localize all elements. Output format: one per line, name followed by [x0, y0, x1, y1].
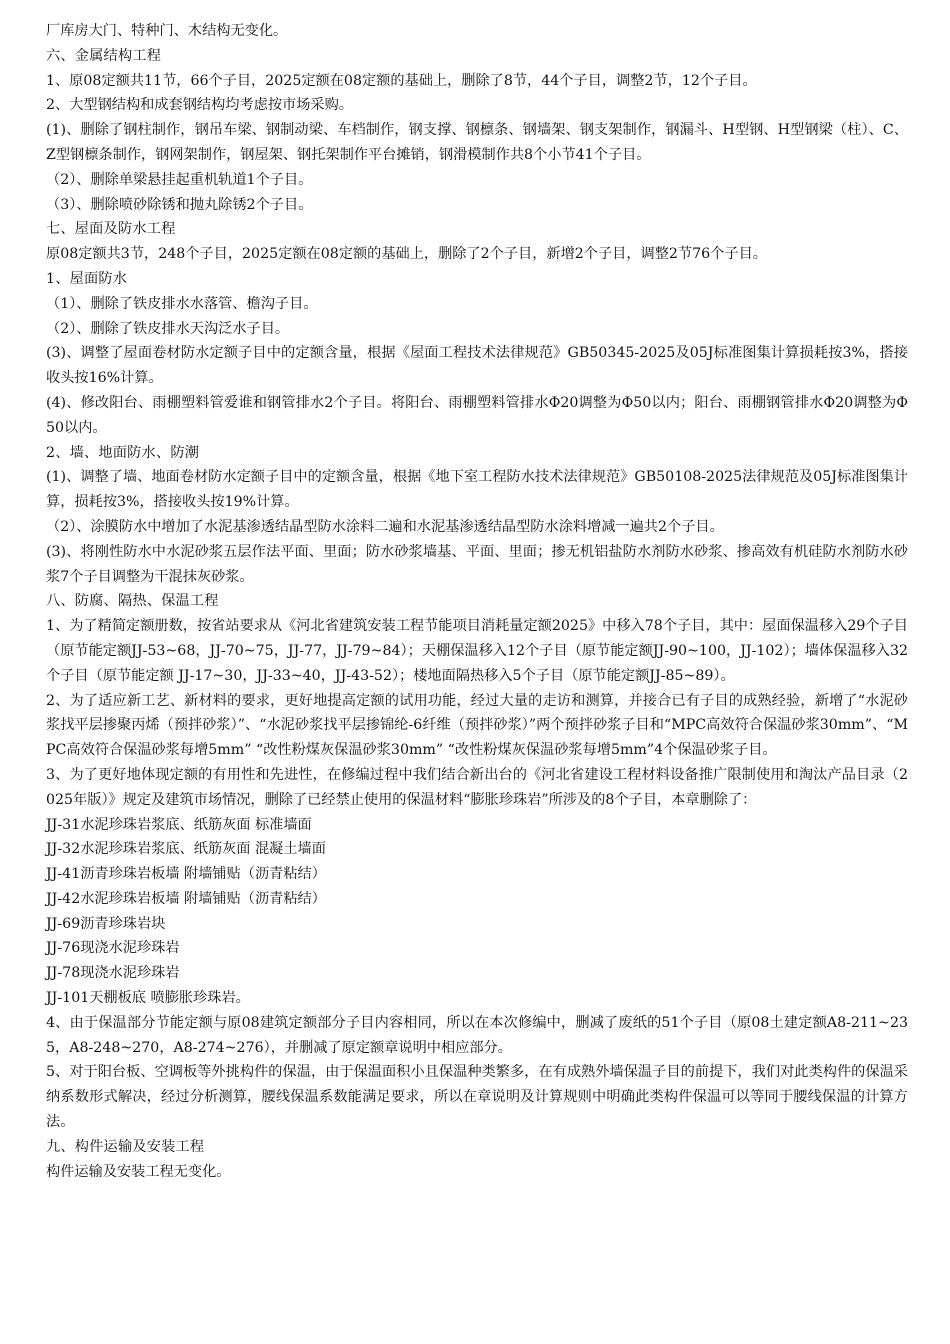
paragraph: （2）、删除单梁悬挂起重机轨道1个子目。 [46, 171, 313, 188]
paragraph: （2）、删除了铁皮排水天沟泛水子目。 [46, 320, 290, 337]
paragraph: （1）、删除了铁皮排水水落管、檐沟子目。 [46, 295, 318, 312]
list-item: JJ-78现浇水泥珍珠岩 [46, 965, 180, 982]
paragraph: 原08定额共3节，248个子目，2025定额在08定额的基础上，删除了2个子目，新增2个子目，调整2节76个子目。 [46, 246, 767, 263]
paragraph: (1)、删除了钢柱制作，钢吊车梁、钢制动梁、车档制作，钢支撑、钢檩条、钢墙架、钢支架制作，钢漏斗、H型钢、H型钢梁（柱）、C、Z型钢檩条制作，钢网架制作，钢屋架、钢托架制作平台摊销，钢滑模制作共8个小节41个子目。 [46, 122, 908, 163]
section-heading: 六、金属结构工程 [46, 47, 162, 64]
section-heading: 八、防腐、隔热、保温工程 [46, 593, 219, 610]
list-item: JJ-32水泥珍珠岩浆底、纸筋灰面 混凝土墙面 [46, 841, 326, 858]
section-heading: 1、屋面防水 [46, 270, 128, 287]
paragraph: （3）、删除喷砂除锈和抛丸除锈2个子目。 [46, 196, 313, 213]
paragraph: 厂库房大门、特种门、木结构无变化。 [46, 23, 288, 39]
list-item: JJ-41沥青珍珠岩板墙 附墙铺贴（沥青粘结） [46, 866, 326, 883]
section-heading: 2、墙、地面防水、防潮 [46, 444, 200, 461]
list-item: JJ-69沥青珍珠岩块 [46, 915, 166, 932]
paragraph: (1)、调整了墙、地面卷材防水定额子目中的定额含量，根据《地下室工程防水技术法律规范》GB50108-2025法律规范及05J标准图集计算，损耗按3%，搭接收头按19%计算。 [46, 469, 908, 511]
paragraph: 1、原08定额共11节，66个子目，2025定额在08定额的基础上，删除了8节，44个子目，调整2节，12个子目。 [46, 72, 757, 89]
list-item: JJ-31水泥珍珠岩浆底、纸筋灰面 标准墙面 [46, 816, 312, 833]
paragraph: 1、为了精简定额册数，按省站要求从《河北省建筑安装工程节能项目消耗量定额2025》中移入78个子目，其中：屋面保温移入29个子目（原节能定额JJ-53~68，JJ-70~75，JJ-77，JJ-79~84）；天棚保温移入12个子目（原节能定额JJ-90~100，JJ-102）；墙体保温移入32个子目（原节能定额 JJ-17~30，JJ-33~40，JJ-43-52）；楼地面隔热移入5个子目（原节能定额JJ-85~89）。 [46, 618, 908, 684]
paragraph: 构件运输及安装工程无变化。 [46, 1163, 231, 1180]
section-heading: 七、屋面及防水工程 [46, 221, 176, 238]
paragraph: (3)、将刚性防水中水泥砂浆五层作法平面、里面；防水砂浆墙基、平面、里面；掺无机铝盐防水剂防水砂浆、掺高效有机硅防水剂防水砂浆7个子目调整为干混抹灰砂浆。 [46, 543, 908, 585]
paragraph: 4、由于保温部分节能定额与原08建筑定额部分子目内容相同，所以在本次修编中，删减了废纸的51个子目（原08土建定额A8-211~235，A8-248~270，A8-274~276），并删减了原定额章说明中相应部分。 [46, 1014, 908, 1056]
paragraph: (3)、调整了屋面卷材防水定额子目中的定额含量，根据《屋面工程技术法律规范》GB50345-2025及05J标准图集计算损耗按3%，搭接收头按16%计算。 [46, 345, 908, 387]
paragraph: 2、大型钢结构和成套钢结构均考虑按市场采购。 [46, 97, 353, 114]
paragraph: 3、为了更好地体现定额的有用性和先进性，在修编过程中我们结合新出台的《河北省建设工程材料设备推广限制使用和淘汰产品目录（2025年版）》规定及建筑市场情况，删除了已经禁止使用的保温材料“膨胀珍珠岩”所涉及的8个子目，本章删除了： [46, 766, 908, 808]
list-item: JJ-76现浇水泥珍珠岩 [46, 940, 180, 957]
paragraph: （2）、涂膜防水中增加了水泥基渗透结晶型防水涂料二遍和水泥基渗透结晶型防水涂料增减一遍共2个子目。 [46, 518, 724, 535]
list-item: JJ-42水泥珍珠岩板墙 附墙铺贴（沥青粘结） [46, 890, 326, 907]
list-item: JJ-101天棚板底 喷膨胀珍珠岩。 [46, 990, 250, 1007]
paragraph: 5、对于阳台板、空调板等外挑构件的保温，由于保温面积小且保温种类繁多，在有成熟外墙保温子目的前提下，我们对此类构件的保温采纳系数形式解决，经过分析测算，腰线保温系数能满足要求，所以在章说明及计算规则中明确此类构件保温可以等同于腰线保温的计算方法。 [46, 1064, 908, 1131]
paragraph: 2、为了适应新工艺、新材料的要求，更好地提高定额的试用功能，经过大量的走访和测算，并接合已有子目的成熟经验，新增了“水泥砂浆找平层掺聚丙烯（预拌砂浆）”、“水泥砂浆找平层掺锦纶-6纤维（预拌砂浆）”两个预拌砂浆子目和“MPC高效符合保温砂浆30mm”、“MPC高效符合保温砂浆每增5mm” “改性粉煤灰保温砂浆30mm” “改性粉煤灰保温砂浆每增5mm”4个保温砂浆子目。 [46, 692, 908, 759]
paragraph: (4)、修改阳台、雨棚塑料管爱谁和钢管排水2个子目。将阳台、雨棚塑料管排水Φ20调整为Φ50以内；阳台、雨棚钢管排水Φ20调整为Φ50以内。 [46, 394, 908, 436]
document-body [46, 19, 908, 1184]
section-heading: 九、构件运输及安装工程 [46, 1138, 205, 1155]
